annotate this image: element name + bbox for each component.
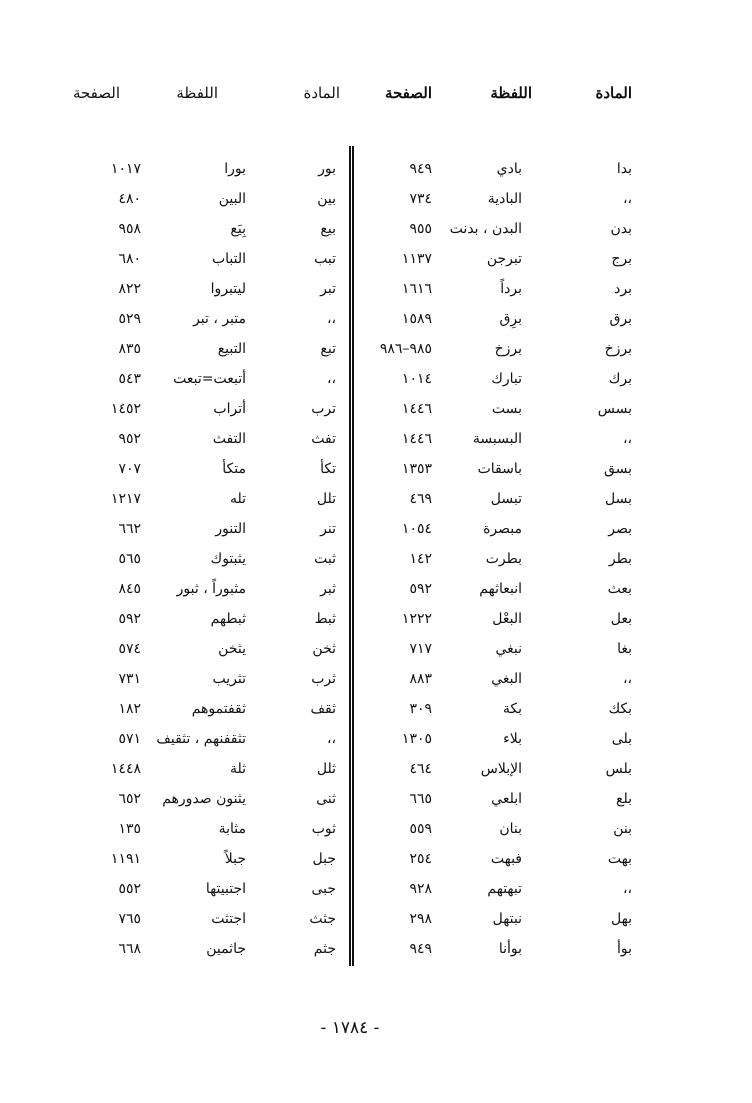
right-column-header <box>382 84 672 112</box>
entry-madda: جبل <box>312 851 336 867</box>
entry-lafza: تبرجن <box>486 251 522 267</box>
index-entry-row <box>68 844 346 874</box>
index-entry-row <box>382 814 672 844</box>
entry-lafza: بست <box>491 401 522 417</box>
index-entry-row <box>68 394 346 424</box>
entry-madda: بوأ <box>616 941 632 957</box>
entry-madda: ترب <box>311 401 336 417</box>
index-entry-row <box>68 634 346 664</box>
index-entry-row <box>382 934 672 964</box>
entry-madda: تبع <box>320 341 336 357</box>
entry-madda: جثث <box>309 911 336 927</box>
entry-safha: ٤٦٩ <box>409 491 432 507</box>
header-lafza: اللفظة <box>176 84 218 102</box>
entry-lafza: يثنون صدورهم <box>162 791 246 807</box>
entry-lafza: تبهتهم <box>487 881 522 897</box>
index-entry-row <box>382 274 672 304</box>
entry-madda: ثنى <box>316 791 336 807</box>
header-madda: المادة <box>595 84 632 102</box>
index-entry-row <box>68 214 346 244</box>
index-entry-row <box>68 274 346 304</box>
entry-madda: ثبط <box>314 611 336 627</box>
index-entry-row <box>68 724 346 754</box>
index-entry-row <box>382 664 672 694</box>
entry-lafza: البين <box>218 191 246 207</box>
entry-madda: تلل <box>316 491 336 507</box>
index-entry-row <box>68 514 346 544</box>
left-column-header <box>68 84 346 112</box>
entry-lafza: التنور <box>215 521 246 537</box>
index-entry-row <box>382 424 672 454</box>
entry-lafza: بِيَع <box>230 221 246 237</box>
entry-safha: ١٠٥٤ <box>401 521 432 537</box>
column-divider <box>349 146 354 966</box>
entry-safha: ١٣٠٥ <box>401 731 432 747</box>
entry-madda: ،، <box>622 881 632 897</box>
entry-madda: بلى <box>611 731 632 747</box>
entry-safha: ٧٣١ <box>118 671 141 687</box>
entry-lafza: جاثمين <box>206 941 246 957</box>
index-entry-row <box>382 304 672 334</box>
entry-safha: ٩٨٥–٩٨٦ <box>379 341 432 357</box>
index-entry-row <box>382 574 672 604</box>
entry-madda: ،، <box>622 191 632 207</box>
entry-safha: ٢٩٨ <box>409 911 432 927</box>
entry-safha: ٧١٧ <box>409 641 432 657</box>
entry-lafza: تثقفنهم ، تثقيف <box>156 731 246 747</box>
entry-madda: بعث <box>607 581 632 597</box>
entry-madda: تبر <box>320 281 336 297</box>
entry-madda: برد <box>614 281 632 297</box>
entry-lafza: ابلعي <box>491 791 522 807</box>
entry-lafza: تثريب <box>212 671 246 687</box>
entry-safha: ٧٦٥ <box>118 911 141 927</box>
entry-lafza: برزخ <box>494 341 522 357</box>
index-entry-row <box>382 454 672 484</box>
entry-safha: ٥٦٥ <box>118 551 141 567</box>
entry-lafza: متكأ <box>222 461 246 477</box>
index-entry-row <box>68 604 346 634</box>
entry-madda: بصر <box>608 521 632 537</box>
index-entry-row <box>68 814 346 844</box>
entry-safha: ١٤٥٢ <box>110 401 141 417</box>
entry-safha: ٦٨٠ <box>118 251 141 267</box>
index-entry-row <box>68 574 346 604</box>
entry-lafza: أتبعت=تبعت <box>173 371 246 387</box>
entry-lafza: جبلاً <box>224 851 246 867</box>
entry-madda: بنن <box>613 821 632 837</box>
index-entry-row <box>68 184 346 214</box>
entry-madda: بسق <box>603 461 632 477</box>
index-entry-row <box>382 604 672 634</box>
index-entry-row <box>382 514 672 544</box>
entry-safha: ١٨٢ <box>118 701 141 717</box>
index-entry-row <box>68 484 346 514</box>
entry-lafza: البادية <box>487 191 522 207</box>
header-safha: الصفحة <box>72 84 120 102</box>
entry-lafza: مثبوراً ، ثبور <box>176 581 246 597</box>
entry-safha: ٥٩٢ <box>409 581 432 597</box>
entry-safha: ١٠١٧ <box>110 161 141 177</box>
entry-madda: بغا <box>617 641 632 657</box>
entry-lafza: البعْل <box>492 611 522 627</box>
entry-lafza: أتراب <box>213 401 246 417</box>
entry-safha: ٩٥٨ <box>118 221 141 237</box>
entry-safha: ١٣٥٣ <box>401 461 432 477</box>
entry-madda: ثخن <box>312 641 336 657</box>
entry-madda: ثبر <box>320 581 336 597</box>
entry-lafza: بلاء <box>503 731 522 747</box>
entry-safha: ١٤٤٦ <box>401 431 432 447</box>
header-safha: الصفحة <box>384 84 432 102</box>
index-entry-row <box>382 244 672 274</box>
index-entry-row <box>382 154 672 184</box>
entry-lafza: بنان <box>499 821 522 837</box>
entry-safha: ٥٩٢ <box>118 611 141 627</box>
index-entry-row <box>68 244 346 274</box>
entry-lafza: برِق <box>499 311 522 327</box>
entry-lafza: البدن ، بدنت <box>449 221 522 237</box>
entry-madda: بهل <box>611 911 632 927</box>
entry-madda: بهت <box>607 851 632 867</box>
index-entry-row <box>68 934 346 964</box>
entry-lafza: نبتهل <box>492 911 522 927</box>
index-entry-row <box>382 394 672 424</box>
entry-madda: ،، <box>326 731 336 747</box>
entry-safha: ٨٢٢ <box>118 281 141 297</box>
right-entries-list <box>379 154 672 964</box>
index-entry-row <box>68 544 346 574</box>
entry-lafza: التباب <box>211 251 246 267</box>
index-entry-row <box>68 154 346 184</box>
entry-lafza: مبصرة <box>483 521 522 537</box>
entry-madda: ،، <box>622 671 632 687</box>
entry-madda: بسل <box>605 491 632 507</box>
entry-safha: ١٢١٧ <box>110 491 141 507</box>
index-entry-row <box>68 334 346 364</box>
entry-madda: بلس <box>605 761 632 777</box>
entry-lafza: باسقات <box>477 461 522 477</box>
entry-lafza: يثبتوك <box>210 551 246 567</box>
index-entry-row <box>382 874 672 904</box>
entry-madda: بعل <box>610 611 632 627</box>
entry-safha: ٥٥٩ <box>409 821 432 837</box>
entry-safha: ٤٨٠ <box>118 191 141 207</box>
entry-madda: ثبت <box>314 551 336 567</box>
entry-madda: برج <box>611 251 632 267</box>
entry-lafza: متبر ، تبر <box>193 311 246 327</box>
entry-safha: ٢٥٤ <box>409 851 432 867</box>
entry-lafza: ثقفتموهم <box>191 701 246 717</box>
entry-lafza: ثبطهم <box>210 611 246 627</box>
entry-safha: ٨٨٣ <box>409 671 432 687</box>
index-entry-row <box>68 694 346 724</box>
entry-lafza: بطرت <box>485 551 522 567</box>
entry-madda: جثم <box>313 941 336 957</box>
entry-lafza: ثلة <box>229 761 246 777</box>
entry-madda: بلع <box>616 791 632 807</box>
index-entry-row <box>68 784 346 814</box>
index-entry-row <box>382 184 672 214</box>
entry-lafza: اجتثت <box>211 911 246 927</box>
entry-safha: ٩٢٨ <box>409 881 432 897</box>
entry-lafza: تبسل <box>490 491 522 507</box>
entry-madda: برزخ <box>604 341 632 357</box>
entry-safha: ٧٠٧ <box>118 461 141 477</box>
entry-safha: ١٤٢ <box>409 551 432 567</box>
entry-safha: ١٤٤٦ <box>401 401 432 417</box>
entry-lafza: تله <box>229 491 246 507</box>
entry-lafza: بورا <box>224 161 246 177</box>
entry-safha: ٨٣٥ <box>118 341 141 357</box>
index-entry-row <box>382 544 672 574</box>
entry-madda: ثلل <box>316 761 336 777</box>
index-entry-row <box>68 364 346 394</box>
entry-madda: بور <box>318 161 336 177</box>
entry-safha: ٥٧٤ <box>118 641 141 657</box>
entry-safha: ٩٤٩ <box>409 161 432 177</box>
index-entry-row <box>382 754 672 784</box>
entry-lafza: الإبلاس <box>480 761 522 777</box>
entry-lafza: بوأنا <box>498 941 522 957</box>
index-entry-row <box>382 904 672 934</box>
index-entry-row <box>382 634 672 664</box>
entry-safha: ٤٦٤ <box>409 761 432 777</box>
entry-madda: ،، <box>326 311 336 327</box>
entry-madda: تنر <box>320 521 336 537</box>
index-entry-row <box>382 364 672 394</box>
entry-lafza: بادي <box>496 161 522 177</box>
entry-safha: ٨٤٥ <box>118 581 141 597</box>
entry-madda: جبى <box>311 881 336 897</box>
entry-madda: تبب <box>314 251 336 267</box>
entry-madda: بكك <box>608 701 632 717</box>
left-entries-list <box>68 154 346 964</box>
entry-safha: ٦٦٨ <box>118 941 141 957</box>
index-entry-row <box>382 694 672 724</box>
entry-safha: ١١٣٧ <box>401 251 432 267</box>
entry-madda: بسس <box>597 401 632 417</box>
left-column <box>68 84 346 957</box>
index-entry-row <box>68 874 346 904</box>
entry-madda: بين <box>317 191 336 207</box>
entry-safha: ١١٩١ <box>110 851 141 867</box>
entry-safha: ٥٤٣ <box>118 371 141 387</box>
entry-safha: ٦٦٢ <box>118 521 141 537</box>
right-column <box>379 84 672 957</box>
index-entry-row <box>68 664 346 694</box>
header-madda: المادة <box>303 84 340 102</box>
entry-madda: تكأ <box>320 461 336 477</box>
page-number: - ١٧٨٤ - <box>320 1018 380 1038</box>
entry-madda: بطر <box>608 551 632 567</box>
entry-madda: بدن <box>610 221 632 237</box>
entry-madda: تفث <box>311 431 336 447</box>
entry-safha: ١٤٤٨ <box>110 761 141 777</box>
entry-madda: ثرب <box>311 671 336 687</box>
index-entry-row <box>382 844 672 874</box>
entry-lafza: التبيع <box>217 341 246 357</box>
entry-lafza: نبغي <box>495 641 522 657</box>
entry-lafza: برداً <box>500 281 522 297</box>
entry-lafza: انبعاثهم <box>479 581 522 597</box>
entry-safha: ١٣٥ <box>118 821 141 837</box>
entry-safha: ٩٥٥ <box>409 221 432 237</box>
index-entry-row <box>382 214 672 244</box>
entry-madda: ،، <box>622 431 632 447</box>
entry-madda: برك <box>608 371 632 387</box>
entry-safha: ٧٣٤ <box>409 191 432 207</box>
entry-lafza: البغي <box>491 671 522 687</box>
entry-lafza: مثابة <box>218 821 246 837</box>
entry-lafza: اجتبيتها <box>205 881 246 897</box>
entry-safha: ١٢٢٢ <box>401 611 432 627</box>
entry-safha: ٣٠٩ <box>409 701 432 717</box>
entry-madda: برق <box>609 311 632 327</box>
entry-madda: بيع <box>320 221 336 237</box>
entry-madda: ثوب <box>311 821 336 837</box>
entry-madda: ،، <box>326 371 336 387</box>
entry-lafza: تبارك <box>491 371 522 387</box>
entry-lafza: ليتبروا <box>210 281 246 297</box>
entry-lafza: يثخن <box>218 641 246 657</box>
entry-safha: ١٦١٦ <box>401 281 432 297</box>
entry-safha: ٥٧١ <box>118 731 141 747</box>
index-entry-row <box>382 724 672 754</box>
entry-lafza: بكة <box>502 701 522 717</box>
index-entry-row <box>68 454 346 484</box>
entry-safha: ٥٢٩ <box>118 311 141 327</box>
index-entry-row <box>382 484 672 514</box>
index-entry-row <box>382 784 672 814</box>
index-entry-row <box>68 904 346 934</box>
entry-lafza: فبهت <box>490 851 522 867</box>
header-lafza: اللفظة <box>490 84 532 102</box>
entry-safha: ١٠١٤ <box>401 371 432 387</box>
entry-lafza: التفث <box>212 431 246 447</box>
entry-lafza: البسبسة <box>472 431 522 447</box>
entry-safha: ١٥٨٩ <box>401 311 432 327</box>
index-entry-row <box>379 334 672 364</box>
entry-safha: ٩٥٢ <box>118 431 141 447</box>
index-entry-row <box>68 424 346 454</box>
entry-safha: ٦٥٢ <box>118 791 141 807</box>
entry-madda: بدا <box>616 161 632 177</box>
index-entry-row <box>68 304 346 334</box>
entry-safha: ٩٤٩ <box>409 941 432 957</box>
index-entry-row <box>68 754 346 784</box>
entry-safha: ٦٦٥ <box>409 791 432 807</box>
entry-safha: ٥٥٢ <box>118 881 141 897</box>
entry-madda: ثقف <box>310 701 336 717</box>
